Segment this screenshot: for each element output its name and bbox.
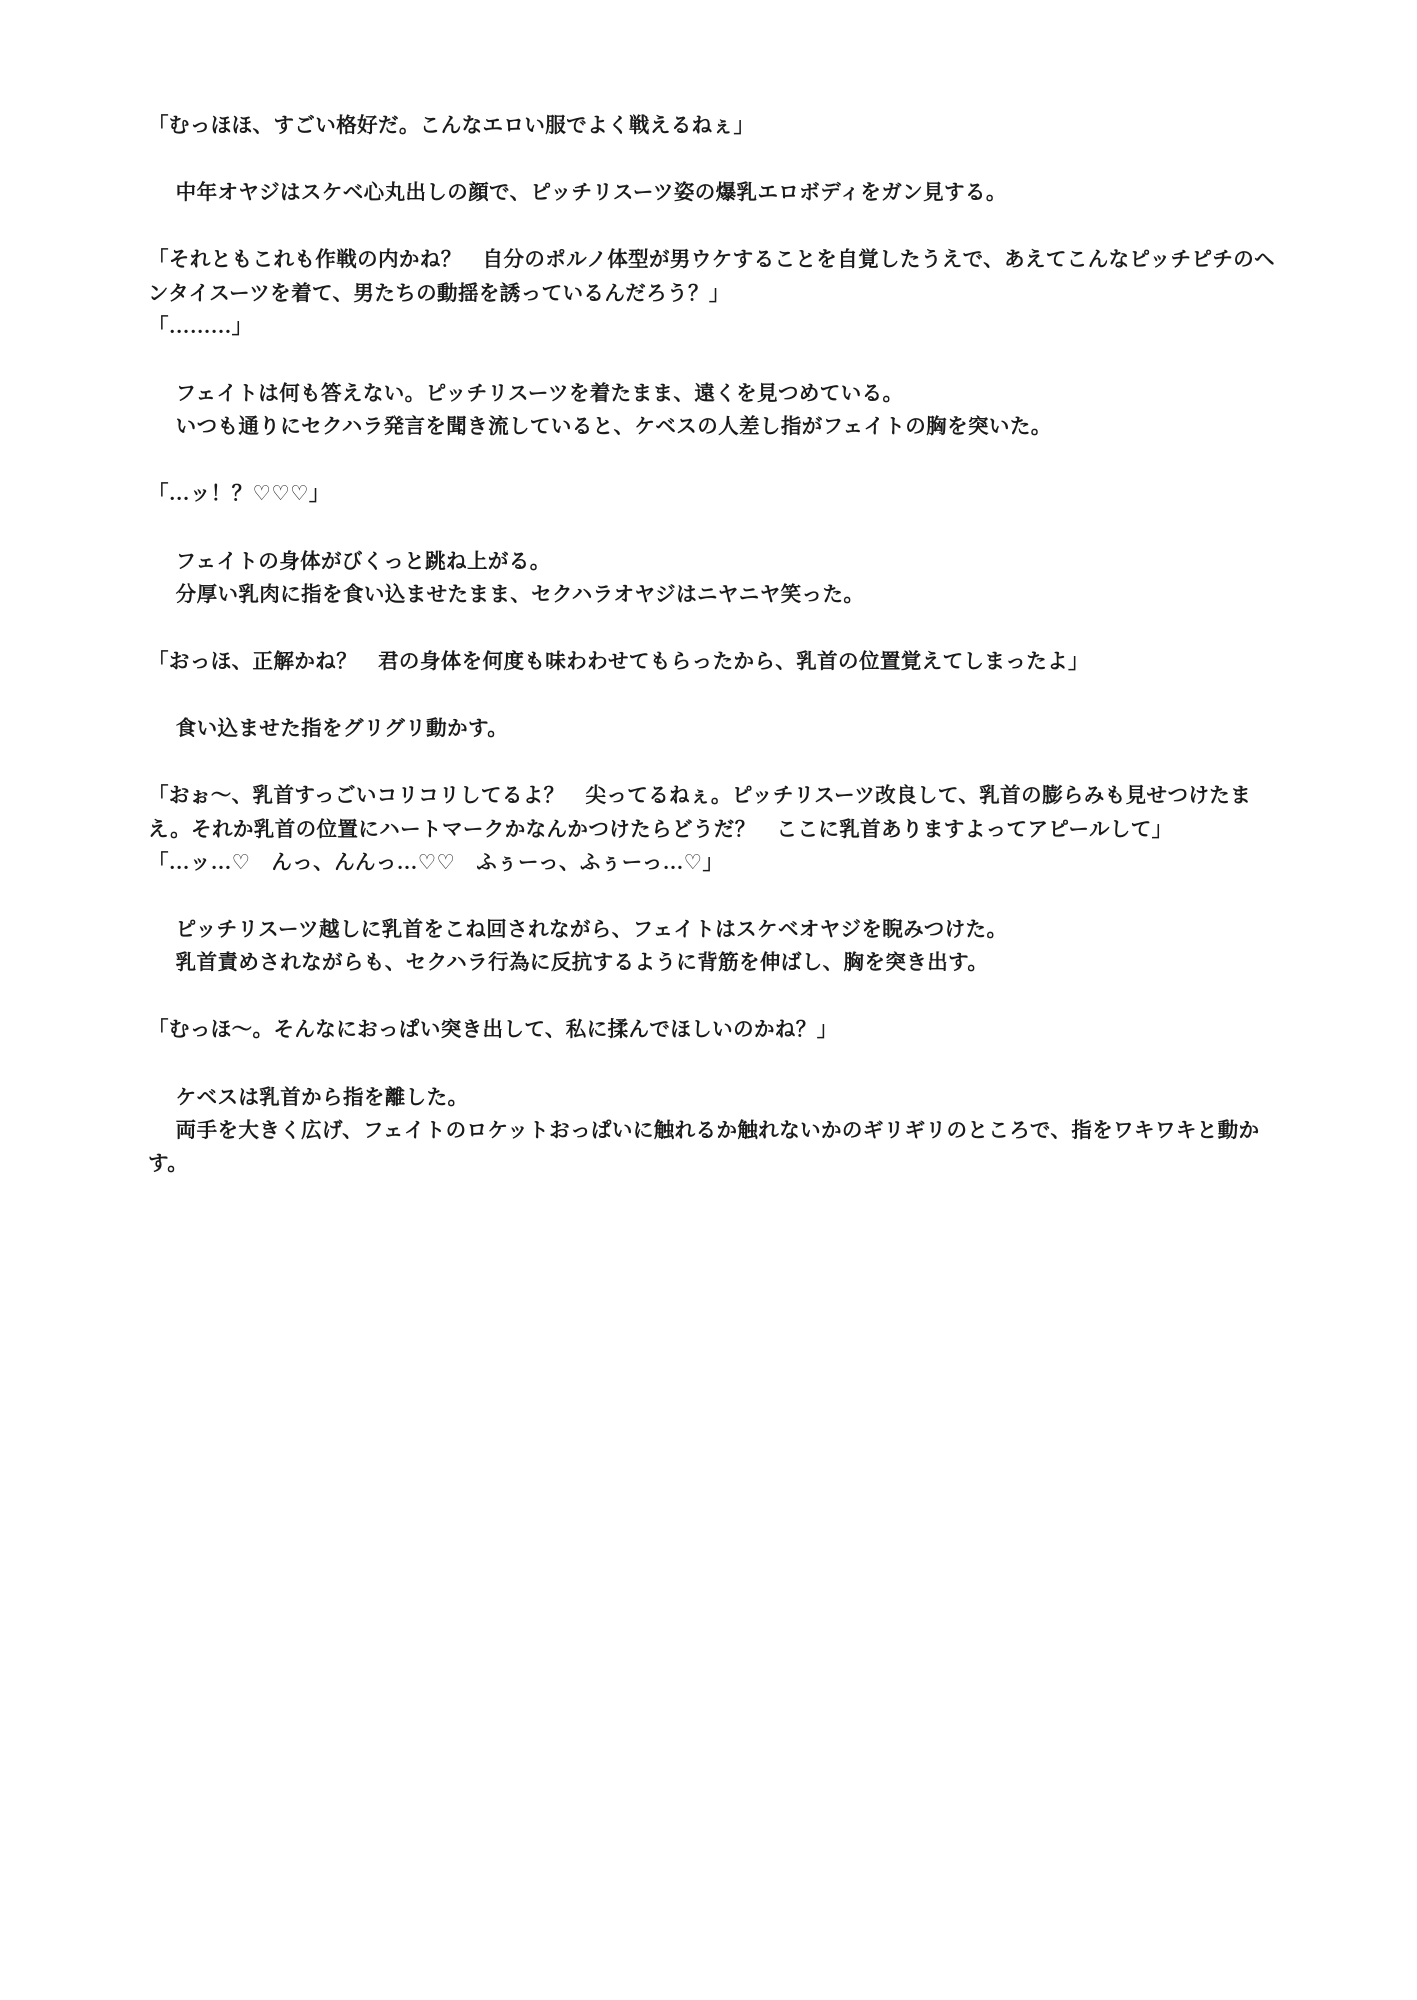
paragraph-spacer [148, 210, 1278, 244]
paragraph-line: ピッチリスーツ越しに乳首をこね回されながら、フェイトはスケベオヤジを睨みつけた。 [175, 919, 1008, 942]
text-block-narration-5 [148, 914, 1278, 980]
paragraph-spacer [148, 444, 1278, 478]
paragraph-spacer [148, 512, 1278, 546]
paragraph-line: 「むっほほ、すごい格好だ。こんなエロい服でよく戦えるねぇ」 [148, 115, 755, 137]
paragraph-line: 「それともこれも作戦の内かね？ 自分のポルノ体型が男ウケすることを自覚したうえで、あえてこんなピッチピチのヘンタイスーツを着て、男たちの動揺を誘っているんだろう？」 [148, 249, 1276, 305]
text-block-narration-3 [148, 546, 1278, 612]
paragraph-line: 両手を大きく広げ、フェイトのロケットおっぱいに触れるか触れないかのギリギリのところで、指をワキワキと動かす。 [148, 1119, 1260, 1176]
paragraph-spacer [148, 880, 1278, 914]
text-block-dialogue-4 [148, 646, 1278, 679]
paragraph-spacer [148, 344, 1278, 378]
text-block-dialogue-3 [148, 478, 1278, 511]
paragraph-line: 「おっほ、正解かね？ 君の身体を何度も味わわせてもらったから、乳首の位置覚えてしまったよ」 [148, 651, 1089, 674]
paragraph-line: 乳首責めされながらも、セクハラ行為に反抗するように背筋を伸ばし、胸を突き出す。 [175, 952, 989, 975]
paragraph-spacer [148, 746, 1278, 780]
text-block-narration-2 [148, 378, 1278, 444]
paragraph-line: 「むっほ〜。そんなにおっぱい突き出して、私に揉んでほしいのかね？」 [148, 1019, 838, 1042]
paragraph-spacer [148, 980, 1278, 1014]
paragraph-line: 「…ッ！？♡♡♡」 [148, 483, 330, 506]
paragraph-spacer [148, 143, 1278, 177]
text-block-dialogue-1 [148, 110, 1278, 143]
paragraph-line: フェイトの身体がびくっと跳ね上がる。 [175, 550, 551, 573]
paragraph-spacer [148, 1048, 1278, 1082]
paragraph-line: フェイトは何も答えない。ピッチリスーツを着たまま、遠くを見つめている。 [175, 383, 904, 406]
paragraph-line: 分厚い乳肉に指を食い込ませたまま、セクハラオヤジはニヤニヤ笑った。 [175, 583, 865, 606]
paragraph-line: 「………」 [148, 315, 253, 338]
text-block-narration-4 [148, 713, 1278, 746]
paragraph-line: いつも通りにセクハラ発言を聞き流していると、ケベスの人差し指がフェイトの胸を突いた。 [175, 416, 1052, 439]
paragraph-line: 食い込ませた指をグリグリ動かす。 [175, 718, 509, 741]
paragraph-line: 中年オヤジはスケベ心丸出しの顔で、ピッチリスーツ姿の爆乳エロボディをガン見する。 [175, 182, 1007, 205]
text-block-dialogue-2 [148, 244, 1278, 344]
paragraph-line: 「…ッ…♡ んっ、んんっ…♡♡ ふぅーっ、ふぅーっ…♡」 [148, 851, 724, 874]
document-text-body [148, 110, 1278, 1181]
paragraph-spacer [148, 679, 1278, 713]
text-block-narration-6 [148, 1082, 1278, 1182]
text-block-narration-1 [148, 177, 1278, 210]
paragraph-spacer [148, 612, 1278, 646]
paragraph-line: 「おぉ〜、乳首すっごいコリコリしてるよ？ 尖ってるねぇ。ピッチリスーツ改良して、乳首の膨らみも見せつけたまえ。それか乳首の位置にハートマークかなんかつけたらどうだ？ ここに乳首ありますよってアピールして」 [148, 785, 1252, 841]
text-block-dialogue-5 [148, 780, 1278, 880]
paragraph-line: ケベスは乳首から指を離した。 [175, 1086, 469, 1109]
text-block-dialogue-6 [148, 1014, 1278, 1047]
